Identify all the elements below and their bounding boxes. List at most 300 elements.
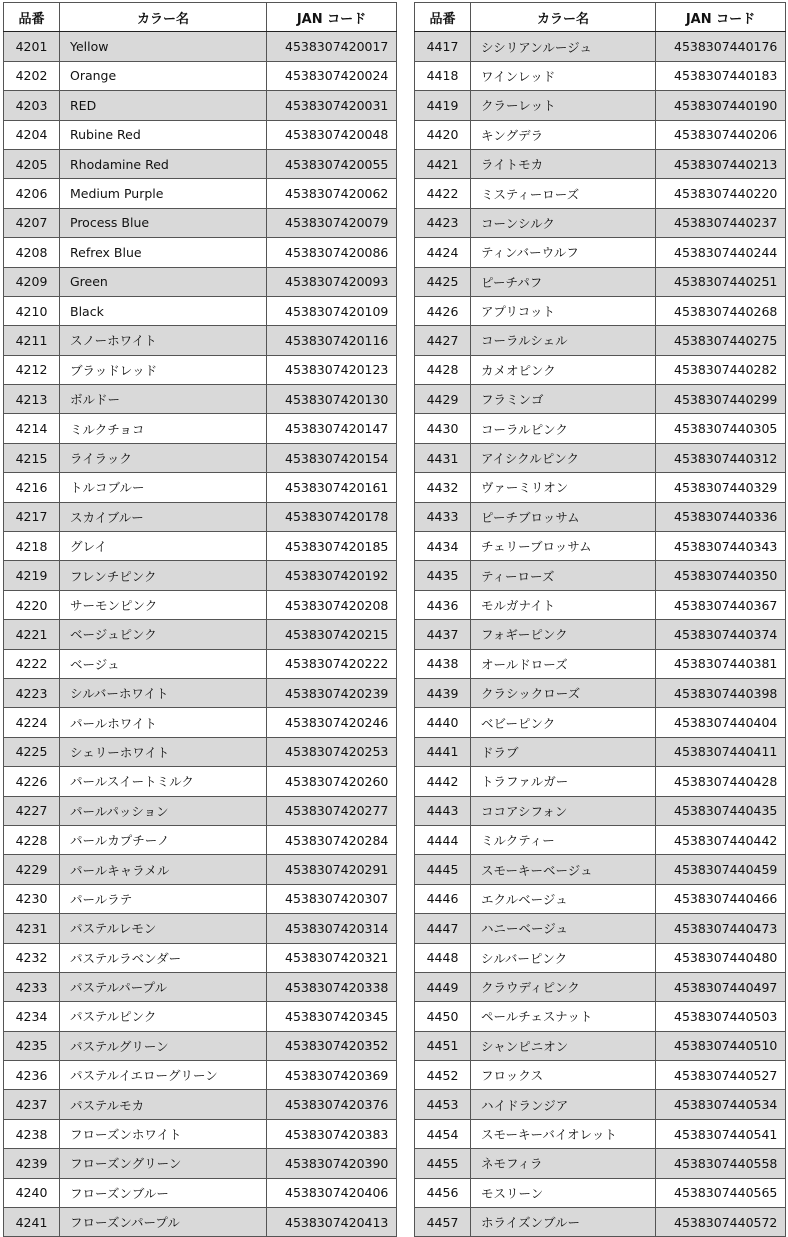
cell-jan-code: 4538307440268 — [656, 296, 786, 325]
cell-jan-code: 4538307420239 — [267, 678, 397, 707]
cell-color-name: ドラブ — [471, 737, 656, 766]
cell-jan-code: 4538307420352 — [267, 1031, 397, 1060]
cell-jan-code: 4538307440473 — [656, 914, 786, 943]
table-row — [415, 972, 786, 1001]
cell-jan-code: 4538307440299 — [656, 385, 786, 414]
cell-product-code: 4216 — [4, 473, 60, 502]
header-jan-code: JAN コード — [267, 3, 397, 32]
table-row — [4, 532, 397, 561]
table-row — [4, 590, 397, 619]
cell-product-code: 4228 — [4, 825, 60, 854]
cell-color-name: スノーホワイト — [60, 326, 267, 355]
cell-color-name: RED — [60, 91, 267, 120]
cell-jan-code: 4538307420369 — [267, 1061, 397, 1090]
table-row — [4, 443, 397, 472]
cell-color-name: ティーローズ — [471, 561, 656, 590]
cell-color-name: アプリコット — [471, 296, 656, 325]
cell-color-name: クラウディピンク — [471, 972, 656, 1001]
table-row — [4, 32, 397, 61]
cell-product-code: 4436 — [415, 590, 471, 619]
cell-color-name: エクルベージュ — [471, 884, 656, 913]
cell-product-code: 4240 — [4, 1178, 60, 1207]
cell-product-code: 4438 — [415, 649, 471, 678]
table-row — [415, 443, 786, 472]
cell-product-code: 4448 — [415, 943, 471, 972]
cell-jan-code: 4538307440442 — [656, 825, 786, 854]
cell-product-code: 4238 — [4, 1119, 60, 1148]
table-row — [415, 943, 786, 972]
cell-color-name: ブラッドレッド — [60, 355, 267, 384]
cell-product-code: 4421 — [415, 149, 471, 178]
table-row — [4, 355, 397, 384]
header-row — [415, 3, 786, 32]
cell-jan-code: 4538307440435 — [656, 796, 786, 825]
cell-product-code: 4203 — [4, 91, 60, 120]
cell-jan-code: 4538307440251 — [656, 267, 786, 296]
table-row — [415, 825, 786, 854]
table-row — [4, 914, 397, 943]
table-row — [4, 884, 397, 913]
cell-product-code: 4424 — [415, 238, 471, 267]
cell-product-code: 4450 — [415, 1002, 471, 1031]
cell-product-code: 4422 — [415, 179, 471, 208]
cell-jan-code: 4538307440275 — [656, 326, 786, 355]
cell-product-code: 4207 — [4, 208, 60, 237]
cell-color-name: ボルドー — [60, 385, 267, 414]
cell-jan-code: 4538307440466 — [656, 884, 786, 913]
cell-product-code: 4446 — [415, 884, 471, 913]
cell-jan-code: 4538307440534 — [656, 1090, 786, 1119]
table-row — [415, 414, 786, 443]
table-row — [4, 473, 397, 502]
table-row — [4, 61, 397, 90]
cell-color-name: キングデラ — [471, 120, 656, 149]
cell-color-name: シルバーピンク — [471, 943, 656, 972]
cell-product-code: 4221 — [4, 620, 60, 649]
table-row — [415, 502, 786, 531]
cell-jan-code: 4538307440565 — [656, 1178, 786, 1207]
cell-product-code: 4453 — [415, 1090, 471, 1119]
table-row — [4, 326, 397, 355]
table-row — [415, 267, 786, 296]
cell-color-name: Yellow — [60, 32, 267, 61]
cell-product-code: 4434 — [415, 532, 471, 561]
cell-product-code: 4432 — [415, 473, 471, 502]
cell-jan-code: 4538307420215 — [267, 620, 397, 649]
cell-jan-code: 4538307420383 — [267, 1119, 397, 1148]
cell-jan-code: 4538307440237 — [656, 208, 786, 237]
cell-jan-code: 4538307420413 — [267, 1208, 397, 1237]
cell-product-code: 4220 — [4, 590, 60, 619]
cell-color-name: パールスイートミルク — [60, 767, 267, 796]
header-code: 品番 — [4, 3, 60, 32]
table-row — [415, 1208, 786, 1237]
cell-jan-code: 4538307420246 — [267, 708, 397, 737]
table-row — [415, 32, 786, 61]
cell-color-name: ライトモカ — [471, 149, 656, 178]
table-row — [415, 1149, 786, 1178]
table-row — [415, 473, 786, 502]
cell-jan-code: 4538307420062 — [267, 179, 397, 208]
cell-product-code: 4205 — [4, 149, 60, 178]
cell-color-name: コーラルシェル — [471, 326, 656, 355]
cell-product-code: 4208 — [4, 238, 60, 267]
header-row — [4, 3, 397, 32]
cell-jan-code: 4538307440176 — [656, 32, 786, 61]
cell-product-code: 4442 — [415, 767, 471, 796]
table-row — [4, 296, 397, 325]
table-row — [415, 884, 786, 913]
cell-color-name: ミルクチョコ — [60, 414, 267, 443]
cell-color-name: パステルピンク — [60, 1002, 267, 1031]
cell-jan-code: 4538307440527 — [656, 1061, 786, 1090]
table-row — [4, 238, 397, 267]
cell-color-name: フローズンブルー — [60, 1178, 267, 1207]
table-row — [415, 1002, 786, 1031]
cell-jan-code: 4538307440367 — [656, 590, 786, 619]
cell-product-code: 4223 — [4, 678, 60, 707]
cell-jan-code: 4538307420086 — [267, 238, 397, 267]
table-row — [4, 1208, 397, 1237]
cell-product-code: 4241 — [4, 1208, 60, 1237]
cell-jan-code: 4538307420208 — [267, 590, 397, 619]
cell-color-name: パールカプチーノ — [60, 825, 267, 854]
table-row — [4, 1090, 397, 1119]
cell-color-name: チェリーブロッサム — [471, 532, 656, 561]
cell-product-code: 4235 — [4, 1031, 60, 1060]
cell-product-code: 4440 — [415, 708, 471, 737]
table-row — [415, 385, 786, 414]
table-row — [4, 649, 397, 678]
cell-jan-code: 4538307420123 — [267, 355, 397, 384]
table-row — [415, 91, 786, 120]
cell-color-name: Green — [60, 267, 267, 296]
cell-color-name: モルガナイト — [471, 590, 656, 619]
table-row — [415, 561, 786, 590]
cell-color-name: Process Blue — [60, 208, 267, 237]
cell-jan-code: 4538307420222 — [267, 649, 397, 678]
table-row — [415, 296, 786, 325]
cell-color-name: グレイ — [60, 532, 267, 561]
table-row — [4, 1002, 397, 1031]
table-row — [4, 561, 397, 590]
cell-color-name: Rhodamine Red — [60, 149, 267, 178]
header-jan-code: JAN コード — [656, 3, 786, 32]
table-row — [4, 972, 397, 1001]
cell-jan-code: 4538307420024 — [267, 61, 397, 90]
cell-color-name: ライラック — [60, 443, 267, 472]
cell-jan-code: 4538307440244 — [656, 238, 786, 267]
cell-product-code: 4451 — [415, 1031, 471, 1060]
cell-color-name: シルバーホワイト — [60, 678, 267, 707]
cell-product-code: 4209 — [4, 267, 60, 296]
table-row — [4, 179, 397, 208]
cell-jan-code: 4538307440312 — [656, 443, 786, 472]
cell-color-name: ワインレッド — [471, 61, 656, 90]
cell-jan-code: 4538307440428 — [656, 767, 786, 796]
table-row — [4, 708, 397, 737]
cell-color-name: ミルクティー — [471, 825, 656, 854]
cell-color-name: サーモンピンク — [60, 590, 267, 619]
cell-product-code: 4433 — [415, 502, 471, 531]
table-body-right — [415, 32, 786, 1237]
cell-product-code: 4443 — [415, 796, 471, 825]
table-row — [415, 238, 786, 267]
cell-color-name: トルコブルー — [60, 473, 267, 502]
cell-color-name: フローズンホワイト — [60, 1119, 267, 1148]
cell-jan-code: 4538307420109 — [267, 296, 397, 325]
cell-product-code: 4210 — [4, 296, 60, 325]
table-row — [4, 1149, 397, 1178]
cell-jan-code: 4538307440350 — [656, 561, 786, 590]
cell-color-name: トラファルガー — [471, 767, 656, 796]
cell-product-code: 4425 — [415, 267, 471, 296]
cell-color-name: モスリーン — [471, 1178, 656, 1207]
cell-jan-code: 4538307420055 — [267, 149, 397, 178]
cell-jan-code: 4538307440374 — [656, 620, 786, 649]
cell-color-name: Black — [60, 296, 267, 325]
cell-product-code: 4447 — [415, 914, 471, 943]
cell-color-name: クラーレット — [471, 91, 656, 120]
cell-color-name: フォギーピンク — [471, 620, 656, 649]
cell-jan-code: 4538307440220 — [656, 179, 786, 208]
cell-jan-code: 4538307420253 — [267, 737, 397, 766]
cell-jan-code: 4538307440381 — [656, 649, 786, 678]
table-row — [4, 1031, 397, 1060]
cell-product-code: 4201 — [4, 32, 60, 61]
cell-jan-code: 4538307440572 — [656, 1208, 786, 1237]
cell-jan-code: 4538307440510 — [656, 1031, 786, 1060]
cell-color-name: Orange — [60, 61, 267, 90]
cell-color-name: Refrex Blue — [60, 238, 267, 267]
table-row — [4, 120, 397, 149]
cell-jan-code: 4538307420277 — [267, 796, 397, 825]
cell-color-name: ホライズンブルー — [471, 1208, 656, 1237]
table-row — [415, 620, 786, 649]
cell-jan-code: 4538307440305 — [656, 414, 786, 443]
table-row — [4, 414, 397, 443]
cell-product-code: 4457 — [415, 1208, 471, 1237]
table-row — [4, 825, 397, 854]
table-row — [4, 385, 397, 414]
cell-product-code: 4204 — [4, 120, 60, 149]
cell-product-code: 4455 — [415, 1149, 471, 1178]
cell-product-code: 4427 — [415, 326, 471, 355]
cell-product-code: 4239 — [4, 1149, 60, 1178]
cell-jan-code: 4538307420307 — [267, 884, 397, 913]
cell-product-code: 4213 — [4, 385, 60, 414]
table-row — [415, 678, 786, 707]
table-row — [415, 355, 786, 384]
cell-color-name: パステルモカ — [60, 1090, 267, 1119]
cell-jan-code: 4538307420079 — [267, 208, 397, 237]
cell-color-name: ペールチェスナット — [471, 1002, 656, 1031]
header-code: 品番 — [415, 3, 471, 32]
table-row — [415, 737, 786, 766]
cell-color-name: ピーチパフ — [471, 267, 656, 296]
cell-jan-code: 4538307420178 — [267, 502, 397, 531]
cell-product-code: 4435 — [415, 561, 471, 590]
table-row — [415, 326, 786, 355]
cell-color-name: ベージュピンク — [60, 620, 267, 649]
cell-jan-code: 4538307440558 — [656, 1149, 786, 1178]
cell-color-name: アイシクルピンク — [471, 443, 656, 472]
table-body-left — [4, 32, 397, 1237]
cell-jan-code: 4538307420093 — [267, 267, 397, 296]
cell-color-name: フローズンパープル — [60, 1208, 267, 1237]
cell-product-code: 4229 — [4, 855, 60, 884]
cell-product-code: 4454 — [415, 1119, 471, 1148]
cell-product-code: 4234 — [4, 1002, 60, 1031]
cell-jan-code: 4538307420390 — [267, 1149, 397, 1178]
table-row — [4, 796, 397, 825]
cell-product-code: 4214 — [4, 414, 60, 443]
table-row — [4, 678, 397, 707]
cell-jan-code: 4538307420321 — [267, 943, 397, 972]
cell-jan-code: 4538307420116 — [267, 326, 397, 355]
cell-product-code: 4441 — [415, 737, 471, 766]
table-row — [415, 149, 786, 178]
cell-product-code: 4452 — [415, 1061, 471, 1090]
table-row — [415, 1090, 786, 1119]
table-row — [4, 943, 397, 972]
table-row — [415, 1119, 786, 1148]
cell-product-code: 4226 — [4, 767, 60, 796]
cell-jan-code: 4538307420154 — [267, 443, 397, 472]
cell-jan-code: 4538307420376 — [267, 1090, 397, 1119]
cell-product-code: 4445 — [415, 855, 471, 884]
cell-color-name: ティンバーウルフ — [471, 238, 656, 267]
cell-jan-code: 4538307440398 — [656, 678, 786, 707]
cell-jan-code: 4538307440404 — [656, 708, 786, 737]
cell-jan-code: 4538307420048 — [267, 120, 397, 149]
table-row — [415, 120, 786, 149]
cell-product-code: 4449 — [415, 972, 471, 1001]
cell-product-code: 4233 — [4, 972, 60, 1001]
cell-color-name: スカイブルー — [60, 502, 267, 531]
cell-product-code: 4230 — [4, 884, 60, 913]
cell-product-code: 4444 — [415, 825, 471, 854]
table-row — [4, 502, 397, 531]
cell-color-name: Medium Purple — [60, 179, 267, 208]
cell-product-code: 4211 — [4, 326, 60, 355]
cell-product-code: 4430 — [415, 414, 471, 443]
cell-color-name: フレンチピンク — [60, 561, 267, 590]
table-row — [415, 179, 786, 208]
cell-product-code: 4231 — [4, 914, 60, 943]
cell-jan-code: 4538307420284 — [267, 825, 397, 854]
cell-product-code: 4227 — [4, 796, 60, 825]
table-row — [4, 1178, 397, 1207]
cell-jan-code: 4538307420017 — [267, 32, 397, 61]
cell-color-name: フローズングリーン — [60, 1149, 267, 1178]
cell-color-name: カメオピンク — [471, 355, 656, 384]
cell-color-name: パステルラベンダー — [60, 943, 267, 972]
cell-color-name: パールキャラメル — [60, 855, 267, 884]
cell-jan-code: 4538307440336 — [656, 502, 786, 531]
table-row — [415, 590, 786, 619]
cell-jan-code: 4538307440541 — [656, 1119, 786, 1148]
cell-color-name: ハイドランジア — [471, 1090, 656, 1119]
cell-jan-code: 4538307440329 — [656, 473, 786, 502]
cell-color-name: ネモフィラ — [471, 1149, 656, 1178]
table-row — [415, 649, 786, 678]
cell-color-name: シシリアンルージュ — [471, 32, 656, 61]
cell-product-code: 4429 — [415, 385, 471, 414]
cell-product-code: 4417 — [415, 32, 471, 61]
cell-product-code: 4217 — [4, 502, 60, 531]
cell-jan-code: 4538307440282 — [656, 355, 786, 384]
table-row — [4, 267, 397, 296]
cell-jan-code: 4538307440183 — [656, 61, 786, 90]
header-color-name: カラー名 — [471, 3, 656, 32]
cell-product-code: 4218 — [4, 532, 60, 561]
cell-product-code: 4439 — [415, 678, 471, 707]
cell-product-code: 4431 — [415, 443, 471, 472]
cell-color-name: シェリーホワイト — [60, 737, 267, 766]
table-row — [4, 855, 397, 884]
cell-jan-code: 4538307440213 — [656, 149, 786, 178]
cell-product-code: 4426 — [415, 296, 471, 325]
cell-color-name: ハニーベージュ — [471, 914, 656, 943]
cell-product-code: 4225 — [4, 737, 60, 766]
cell-color-name: パステルグリーン — [60, 1031, 267, 1060]
cell-product-code: 4456 — [415, 1178, 471, 1207]
cell-product-code: 4437 — [415, 620, 471, 649]
table-row — [415, 208, 786, 237]
cell-color-name: パステルパープル — [60, 972, 267, 1001]
table-row — [415, 914, 786, 943]
cell-product-code: 4224 — [4, 708, 60, 737]
cell-jan-code: 4538307420291 — [267, 855, 397, 884]
cell-product-code: 4420 — [415, 120, 471, 149]
cell-jan-code: 4538307420161 — [267, 473, 397, 502]
table-row — [415, 767, 786, 796]
color-table-right — [414, 2, 786, 1237]
cell-product-code: 4206 — [4, 179, 60, 208]
cell-product-code: 4428 — [415, 355, 471, 384]
cell-color-name: ミスティーローズ — [471, 179, 656, 208]
table-row — [4, 737, 397, 766]
cell-color-name: フラミンゴ — [471, 385, 656, 414]
cell-color-name: クラシックローズ — [471, 678, 656, 707]
cell-color-name: パステルイエローグリーン — [60, 1061, 267, 1090]
cell-jan-code: 4538307420185 — [267, 532, 397, 561]
cell-product-code: 4202 — [4, 61, 60, 90]
cell-product-code: 4237 — [4, 1090, 60, 1119]
table-row — [4, 208, 397, 237]
color-table-left — [3, 2, 397, 1237]
table-row — [415, 708, 786, 737]
cell-jan-code: 4538307420338 — [267, 972, 397, 1001]
cell-color-name: フロックス — [471, 1061, 656, 1090]
cell-product-code: 4219 — [4, 561, 60, 590]
table-row — [4, 91, 397, 120]
table-row — [4, 1061, 397, 1090]
cell-jan-code: 4538307420260 — [267, 767, 397, 796]
cell-jan-code: 4538307440480 — [656, 943, 786, 972]
cell-color-name: スモーキーバイオレット — [471, 1119, 656, 1148]
table-row — [415, 1061, 786, 1090]
cell-jan-code: 4538307440497 — [656, 972, 786, 1001]
cell-jan-code: 4538307440343 — [656, 532, 786, 561]
cell-color-name: ヴァーミリオン — [471, 473, 656, 502]
cell-color-name: オールドローズ — [471, 649, 656, 678]
table-row — [415, 1031, 786, 1060]
cell-product-code: 4212 — [4, 355, 60, 384]
cell-color-name: パステルレモン — [60, 914, 267, 943]
cell-jan-code: 4538307440206 — [656, 120, 786, 149]
